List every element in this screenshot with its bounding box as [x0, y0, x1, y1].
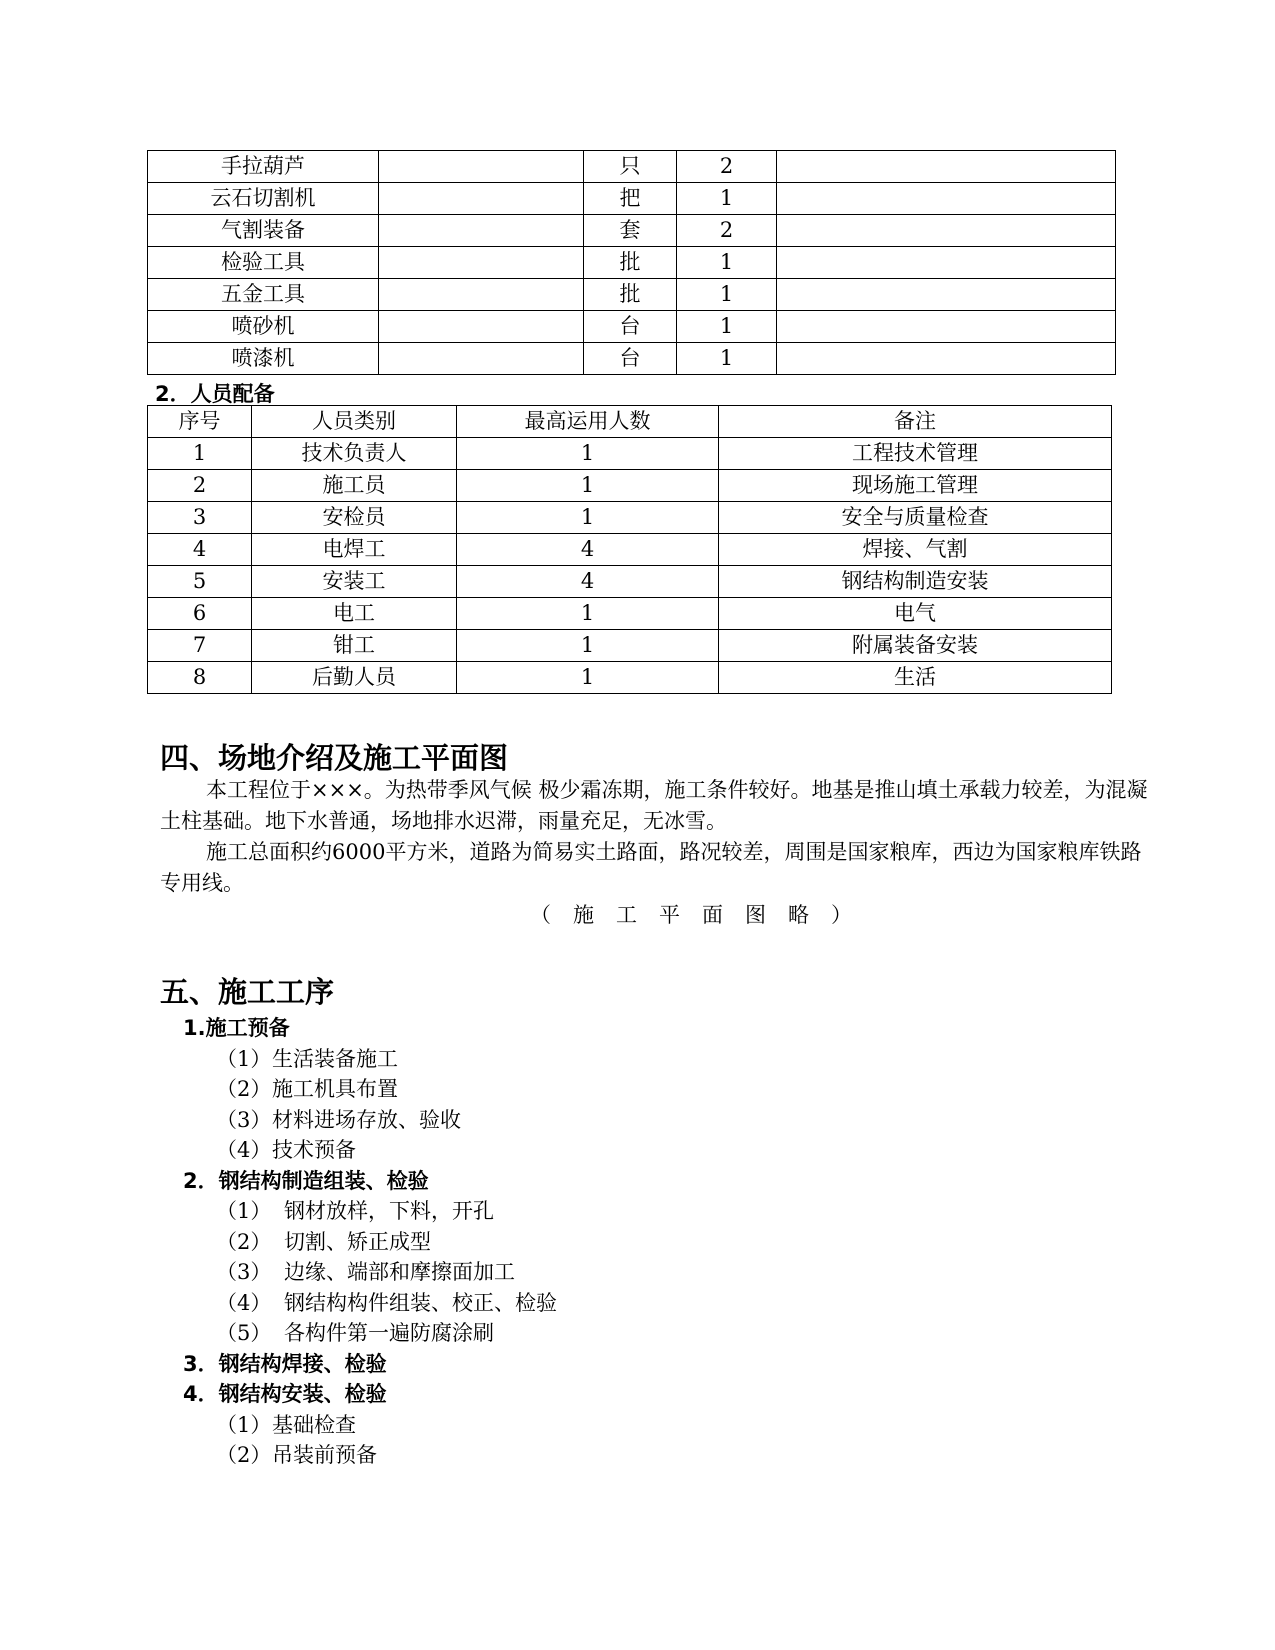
- section-4-paragraph-1: [160, 775, 1150, 837]
- equipment-qty-cell: 1: [677, 247, 777, 279]
- equipment-unit-cell: 批: [584, 279, 677, 311]
- item-text: 材料进场存放、验收: [272, 1108, 461, 1132]
- equipment-note-cell: [777, 215, 1116, 247]
- list-item: [216, 1439, 377, 1469]
- subsection-1-title: 1.施工预备: [183, 1016, 290, 1040]
- staff-cell: 1: [457, 598, 719, 630]
- equipment-note-cell: [777, 311, 1116, 343]
- staff-cell: 5: [148, 566, 252, 598]
- equipment-spec-cell: [379, 279, 584, 311]
- equipment-unit-cell: 套: [584, 215, 677, 247]
- staff-cell: 1: [457, 662, 719, 694]
- staff-header-cell: 人员类别: [252, 406, 457, 438]
- staff-cell: 焊接、气割: [719, 534, 1112, 566]
- staff-cell: 钢结构制造安装: [719, 566, 1112, 598]
- staff-cell: 施工员: [252, 470, 457, 502]
- section-4-paragraph-2: [160, 837, 1150, 899]
- staff-cell: 技术负责人: [252, 438, 457, 470]
- staff-cell: 安装工: [252, 566, 457, 598]
- item-text: 生活装备施工: [272, 1047, 398, 1071]
- list-item: [216, 1104, 461, 1134]
- list-item: [216, 1195, 494, 1225]
- item-number: （1）: [216, 1199, 272, 1223]
- equipment-unit-cell: 只: [584, 151, 677, 183]
- equipment-name-cell: 检验工具: [148, 247, 379, 279]
- equipment-name-cell: 喷砂机: [148, 311, 379, 343]
- staff-row: [148, 598, 1112, 630]
- item-number: （1）: [216, 1047, 272, 1071]
- equipment-qty-cell: 1: [677, 343, 777, 375]
- equipment-unit-cell: 把: [584, 183, 677, 215]
- section-5-title: 五、施工工序: [160, 975, 335, 1009]
- equipment-row: [148, 247, 1116, 279]
- staff-cell: 3: [148, 502, 252, 534]
- item-number: （1）: [216, 1413, 272, 1437]
- equipment-qty-cell: 2: [677, 151, 777, 183]
- staff-cell: 电焊工: [252, 534, 457, 566]
- staff-cell: 4: [457, 534, 719, 566]
- equipment-note-cell: [777, 183, 1116, 215]
- staff-cell: 6: [148, 598, 252, 630]
- staff-cell: 2: [148, 470, 252, 502]
- paragraph-text: 施工总面积约6000平方米，道路为简易实土路面，路况较差，周围是国家粮库，西边为国家粮库铁路专用线。: [160, 840, 1142, 895]
- equipment-row: [148, 183, 1116, 215]
- staff-cell: 1: [457, 470, 719, 502]
- list-item: [216, 1134, 356, 1164]
- item-number: （4）: [216, 1138, 272, 1162]
- staff-row: [148, 566, 1112, 598]
- staff-row: [148, 438, 1112, 470]
- item-number: （2）: [216, 1230, 272, 1254]
- equipment-row: [148, 343, 1116, 375]
- equipment-name-cell: 手拉葫芦: [148, 151, 379, 183]
- staff-row: [148, 662, 1112, 694]
- equipment-note-cell: [777, 343, 1116, 375]
- equipment-note-cell: [777, 247, 1116, 279]
- staff-cell: 安检员: [252, 502, 457, 534]
- site-plan-omitted-note: （施工平面图略）: [530, 903, 874, 927]
- equipment-name-cell: 云石切割机: [148, 183, 379, 215]
- equipment-table: [147, 150, 1116, 375]
- item-number: （2）: [216, 1077, 272, 1101]
- staff-header-cell: 备注: [719, 406, 1112, 438]
- staff-cell: 安全与质量检查: [719, 502, 1112, 534]
- staff-header-cell: 序号: [148, 406, 252, 438]
- equipment-row: [148, 279, 1116, 311]
- list-item: [216, 1409, 356, 1439]
- subsection-2-title: 2．钢结构制造组装、检验: [183, 1169, 429, 1193]
- item-text: 边缘、端部和摩擦面加工: [284, 1260, 515, 1284]
- list-item: [216, 1226, 431, 1256]
- list-item: [216, 1287, 557, 1317]
- staff-header-cell: 最高运用人数: [457, 406, 719, 438]
- staff-cell: 钳工: [252, 630, 457, 662]
- equipment-unit-cell: 批: [584, 247, 677, 279]
- staff-cell: 生活: [719, 662, 1112, 694]
- staff-cell: 1: [457, 438, 719, 470]
- staff-cell: 4: [148, 534, 252, 566]
- item-text: 钢材放样，下料，开孔: [284, 1199, 494, 1223]
- staff-section-title: 2．人员配备: [155, 382, 275, 406]
- staff-row: [148, 630, 1112, 662]
- staff-cell: 工程技术管理: [719, 438, 1112, 470]
- equipment-spec-cell: [379, 311, 584, 343]
- equipment-spec-cell: [379, 183, 584, 215]
- item-number: （4）: [216, 1291, 272, 1315]
- list-item: [216, 1317, 494, 1347]
- equipment-note-cell: [777, 279, 1116, 311]
- equipment-spec-cell: [379, 151, 584, 183]
- staff-cell: 电工: [252, 598, 457, 630]
- staff-row: [148, 502, 1112, 534]
- equipment-spec-cell: [379, 343, 584, 375]
- item-text: 切割、矫正成型: [284, 1230, 431, 1254]
- staff-cell: 现场施工管理: [719, 470, 1112, 502]
- equipment-name-cell: 气割装备: [148, 215, 379, 247]
- staff-cell: 电气: [719, 598, 1112, 630]
- item-text: 施工机具布置: [272, 1077, 398, 1101]
- list-item: [216, 1073, 398, 1103]
- staff-table: [147, 405, 1112, 694]
- item-text: 技术预备: [272, 1138, 356, 1162]
- item-text: 基础检查: [272, 1413, 356, 1437]
- paragraph-text: 本工程位于×××。为热带季风气候 极少霜冻期，施工条件较好。地基是推山填土承载力较差，为混凝土柱基础。地下水普通，场地排水迟滞，雨量充足，无冰雪。: [160, 778, 1148, 833]
- staff-cell: 4: [457, 566, 719, 598]
- staff-cell: 1: [148, 438, 252, 470]
- equipment-name-cell: 五金工具: [148, 279, 379, 311]
- item-number: （3）: [216, 1260, 272, 1284]
- equipment-row: [148, 215, 1116, 247]
- staff-cell: 8: [148, 662, 252, 694]
- equipment-qty-cell: 1: [677, 183, 777, 215]
- equipment-unit-cell: 台: [584, 311, 677, 343]
- item-number: （3）: [216, 1108, 272, 1132]
- staff-header-row: [148, 406, 1112, 438]
- equipment-qty-cell: 2: [677, 215, 777, 247]
- staff-cell: 后勤人员: [252, 662, 457, 694]
- equipment-row: [148, 311, 1116, 343]
- subsection-4-title: 4．钢结构安装、检验: [183, 1382, 387, 1406]
- equipment-spec-cell: [379, 215, 584, 247]
- item-text: 钢结构构件组装、校正、检验: [284, 1291, 557, 1315]
- equipment-unit-cell: 台: [584, 343, 677, 375]
- item-text: 吊装前预备: [272, 1443, 377, 1467]
- item-number: （2）: [216, 1443, 272, 1467]
- staff-row: [148, 470, 1112, 502]
- staff-row: [148, 534, 1112, 566]
- equipment-qty-cell: 1: [677, 279, 777, 311]
- staff-cell: 7: [148, 630, 252, 662]
- item-number: （5）: [216, 1321, 272, 1345]
- item-text: 各构件第一遍防腐涂刷: [284, 1321, 494, 1345]
- equipment-row: [148, 151, 1116, 183]
- staff-cell: 1: [457, 630, 719, 662]
- subsection-3-title: 3．钢结构焊接、检验: [183, 1352, 387, 1376]
- equipment-name-cell: 喷漆机: [148, 343, 379, 375]
- equipment-note-cell: [777, 151, 1116, 183]
- equipment-qty-cell: 1: [677, 311, 777, 343]
- list-item: [216, 1043, 398, 1073]
- equipment-spec-cell: [379, 247, 584, 279]
- list-item: [216, 1256, 515, 1286]
- staff-cell: 1: [457, 502, 719, 534]
- section-4-title: 四、场地介绍及施工平面图: [160, 741, 509, 775]
- staff-cell: 附属装备安装: [719, 630, 1112, 662]
